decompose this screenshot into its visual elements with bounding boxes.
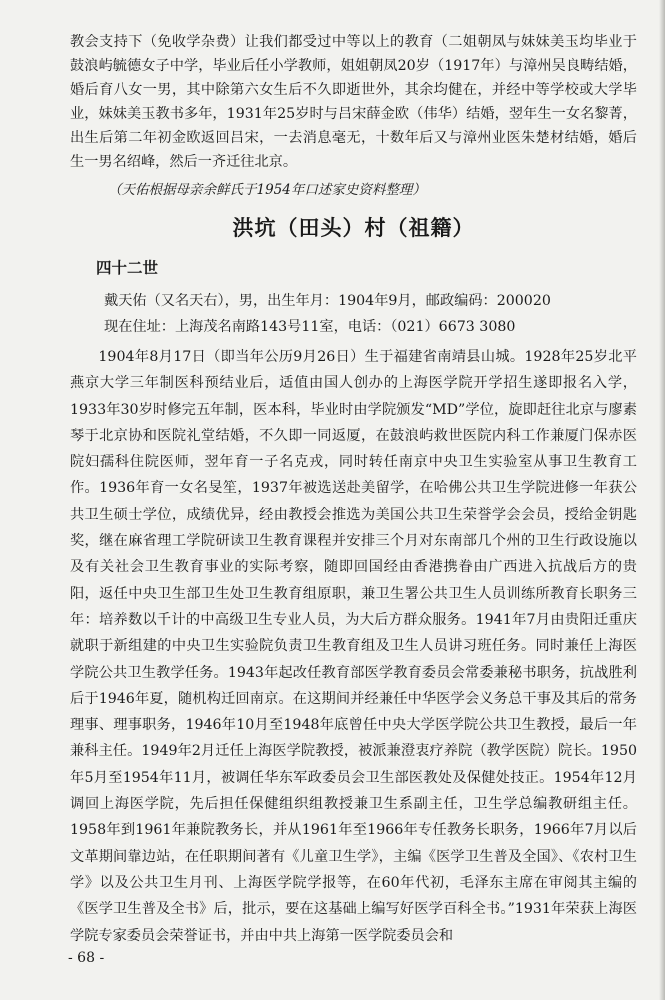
source-note: （天佑根据母亲余鲜氏于1954年口述家史资料整理） [108, 182, 426, 198]
person-line: 戴天佑（又名天右），男，出生年月：1904年9月，邮政编码：200020 [104, 293, 551, 309]
page-number: - 68 - [68, 950, 105, 966]
biography-text: 1904年8月17日（即当年公历9月26日）生于福建省南靖县山城。1928年25岁北平燕京大学三年制医科预结业后，适值由国人创办的上海医学院开学招生遂即报名入学，1933年30岁时修完五年制，医本科，毕业时由学院颁发“MD”学位，旋即赶往北京与廖素琴于北京协和医院礼堂结婚，不久即一同返厦，在鼓浪屿救世医院内科工作兼厦门保赤医院妇孺科住院医师，翌年育一子名克戎，同时转任南京中央卫生实验室从事卫生教育工作。1936年育一女名旻笙，1937年被选送赴美留学，在哈佛公共卫生学院进修一年获公共卫生硕士学位，成绩优异，经由教授会推选为美国公共卫生荣誉学会会员，授给金钥匙奖，继在麻省理工学院研读卫生教育课程并安排三个月对东南部几个州的卫生行政设施以及有关社会卫生教育事业的实际考察，随即回国经由香港携眷由广西进入抗战后方的贵阳，返任中央卫生部卫生处卫生教育组原职，兼卫生署公共卫生人员训练所教育长职务三年：培养数以千计的中高级卫生专业人员，为大后方群众服务。1941年7月由贵阳迁重庆就职于新组建的中央卫生实验院负责卫生教育组及卫生人员讲习班任务。同时兼任上海医学院公共卫生教学任务。1943年起改任教育部医学教育委员会常委兼秘书职务，抗战胜利后于1946年夏，随机构迁回南京。在这期间并经兼任中华医学会义务总干事及其后的常务理事、理事职务，1946年10月至1948年底曾任中央大学医学院公共卫生教授，最后一年兼科主任。1949年2月迁任上海医学院教授，被派兼澄衷疗养院（教学医院）院长。1950年5月至1954年11月，被调任华东军政委员会卫生部医教处及保健处技正。1954年12月调回上海医学院，先后担任保健组织组教授兼卫生系副主任，卫生学总编教研组主任。1958年到1961年兼院教务长，并从1961年至1966年专任教务长职务，1966年7月以后文革期间靠边站，在任职期间著有《儿童卫生学》，主编《医学卫生普及全国》、《农村卫生学》以及公共卫生月刊、上海医学院学报等，在60年代初，毛泽东主席在审阅其主编的《医学卫生普及全书》后，批示，要在这基础上编写好医学百科全书。”1931年荣获上海医学院专家委员会荣誉证书，并由中共上海第一医学院委员会和 [70, 349, 637, 944]
section-title: 洪坑（田头）村（祖籍） [232, 215, 475, 240]
generation-heading: 四十二世 [96, 258, 159, 277]
address-line: 现在住址：上海茂名南路143号11室，电话：（021）6673 3080 [104, 319, 516, 335]
top-paragraph: 教会支持下（免收学杂费）让我们都受过中等以上的教育（二姐朝凤与妹妹美玉均毕业于鼓浪屿毓德女子中学，毕业后任小学教师，姐姐朝凤20岁（1917年）与漳州吴良畴结婚，婚后育八女一男，其中除第六女生后不久即逝世外，其余均健在，并经中等学校或大学毕业，妹妹美玉教书多年，1931年25岁时与吕宋薛金欧（伟华）结婚，翌年生一女名黎菁，出生后第二年初金欧返回吕宋，一去消息毫无，十数年后又与漳州业医朱楚材结婚，婚后生一男名绍峰，然后一齐迁往北京。 [70, 34, 637, 170]
page-edge-shadow [659, 0, 665, 1000]
